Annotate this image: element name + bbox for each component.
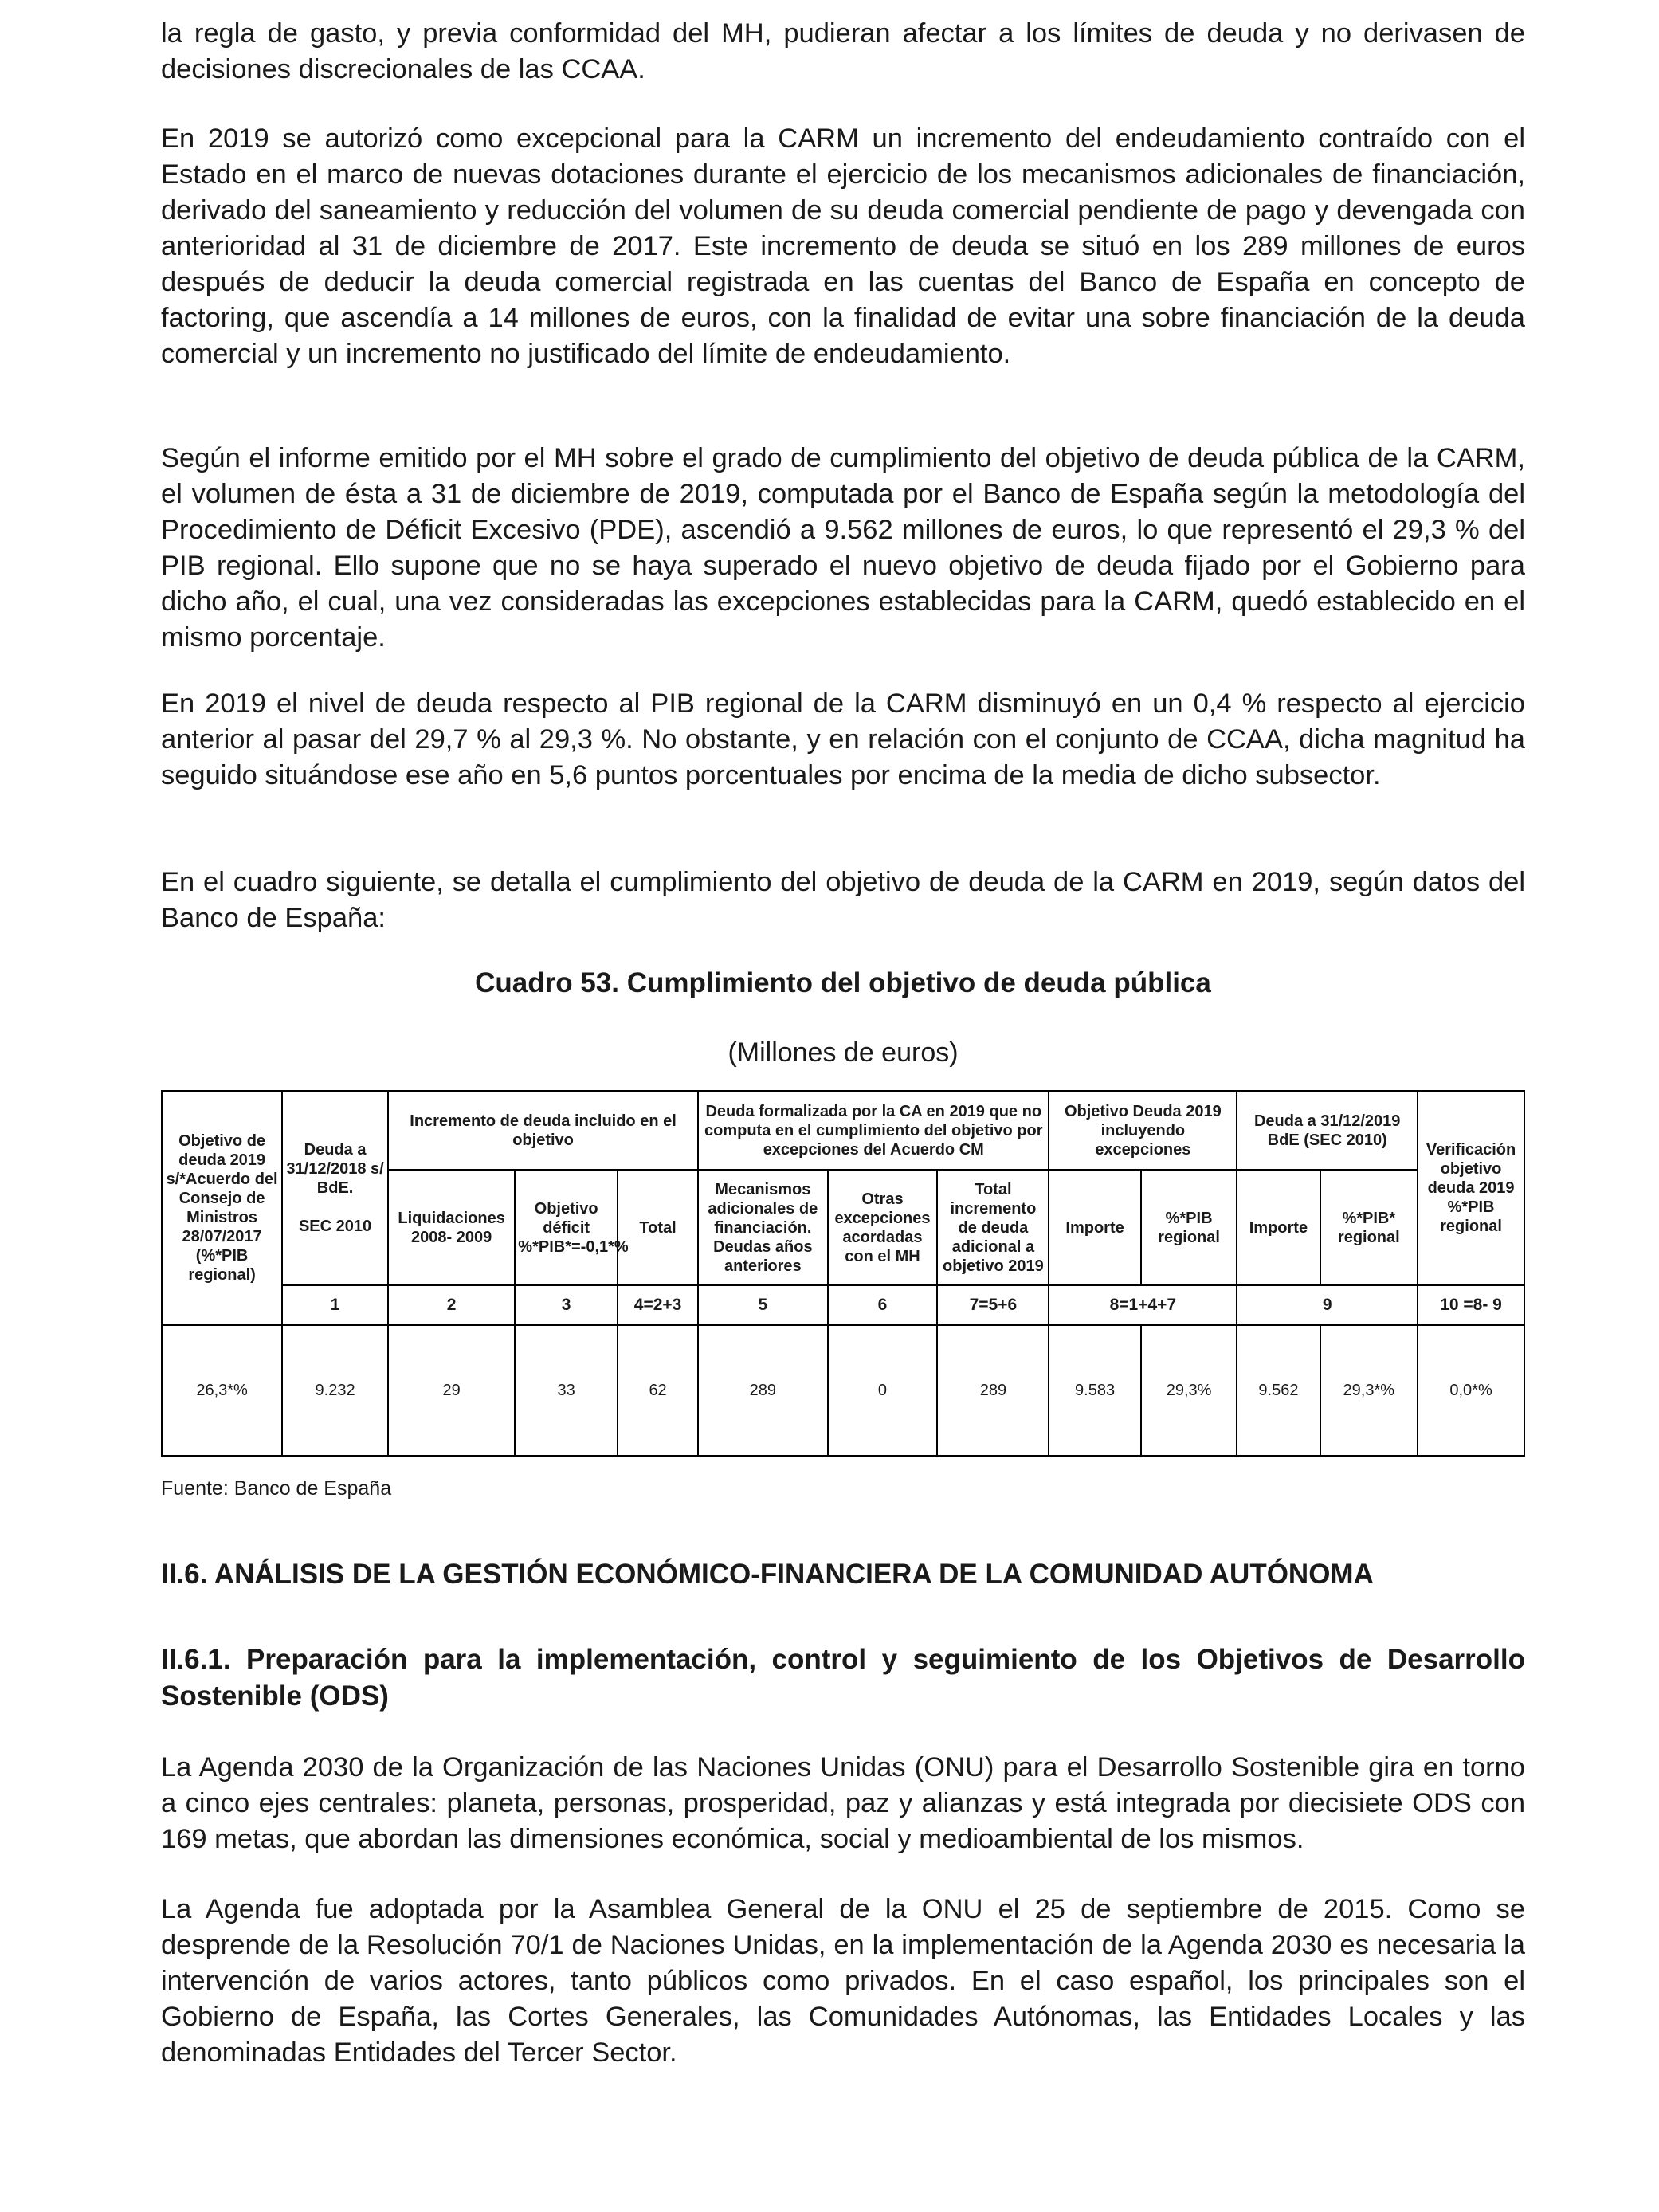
value-cell: 26,3*% <box>162 1325 282 1456</box>
value-cell: 29,3*% <box>1320 1325 1418 1456</box>
value-cell: 9.562 <box>1237 1325 1320 1456</box>
header-importe: Importe <box>1237 1170 1320 1285</box>
index-cell: 1 <box>282 1285 388 1325</box>
index-cell: 6 <box>828 1285 938 1325</box>
header-objetivo-deficit: Objetivo déficit %*PIB*=-0,1*% <box>515 1170 618 1285</box>
table-row <box>162 1325 1524 1456</box>
value-cell: 0,0*% <box>1418 1325 1524 1456</box>
value-cell: 0 <box>828 1325 938 1456</box>
header-liquidaciones: Liquidaciones 2008- 2009 <box>388 1170 515 1285</box>
index-cell: 4=2+3 <box>618 1285 698 1325</box>
value-cell: 9.232 <box>282 1325 388 1456</box>
paragraph: En 2019 se autorizó como excepcional para la CARM un incremento del endeudamiento contraído con el Estado en el marco de nuevas dotaciones durante el ejercicio de los mecanismos adicionales de financiación, derivado del saneamiento y reducción del volumen de su deuda comercial pendiente de pago y devengada con anterioridad al 31 de diciembre de 2017. Este incremento de deuda se situó en los 289 millones de euros después de deducir la deuda comercial registrada en las cuentas del Banco de España en concepto de factoring, que ascendía a 14 millones de euros, con la finalidad de evitar una sobre financiación de la deuda comercial y un incremento no justificado del límite de endeudamiento. <box>161 124 1525 369</box>
paragraph: La Agenda fue adoptada por la Asamblea General de la ONU el 25 de septiembre de 2015. Como se desprende de la Resolución 70/1 de Naciones Unidas, en la implementación de la Agenda 2030 es necesaria la intervención de varios actores, tanto públicos como privados. En el caso español, los principales son el Gobierno de España, las Cortes Generales, las Comunidades Autónomas, las Entidades Locales y las denominadas Entidades del Tercer Sector. <box>161 1894 1525 2068</box>
header-objetivo: Objetivo de deuda 2019 s/*Acuerdo del Consejo de Ministros 28/07/2017 (%*PIB regional) <box>162 1091 282 1325</box>
header-pib: %*PIB regional <box>1141 1170 1237 1285</box>
subsection-heading: II.6.1. Preparación para la implementación, control y seguimiento de los Objetivos de Desarrollo Sostenible (ODS) <box>161 1644 1525 1712</box>
header-deuda-2018-label: Deuda a 31/12/2018 s/ BdE. <box>286 1141 384 1197</box>
header-deuda-2018 <box>282 1091 388 1285</box>
value-cell: 29,3% <box>1141 1325 1237 1456</box>
paragraph: La Agenda 2030 de la Organización de las Naciones Unidas (ONU) para el Desarrollo Sostenible gira en torno a cinco ejes centrales: planeta, personas, prosperidad, paz y alianzas y está integrada por diecisiete ODS con 169 metas, que abordan las dimensiones económica, social y medioambiental de los mismos. <box>161 1752 1525 1854</box>
paragraph: Según el informe emitido por el MH sobre el grado de cumplimiento del objetivo de deuda pública de la CARM, el volumen de ésta a 31 de diciembre de 2019, computada por el Banco de España según la metodología del Procedimiento de Déficit Excesivo (PDE), ascendió a 9.562 millones de euros, lo que representó el 29,3 % del PIB regional. Ello supone que no se haya superado el nuevo objetivo de deuda fijado por el Gobierno para dicho año, el cual, una vez consideradas las excepciones establecidas para la CARM, quedó establecido en el mismo porcentaje. <box>161 443 1525 653</box>
index-cell: 8=1+4+7 <box>1049 1285 1237 1325</box>
paragraph: En 2019 el nivel de deuda respecto al PIB regional de la CARM disminuyó en un 0,4 % respecto al ejercicio anterior al pasar del 29,7 % al 29,3 %. No obstante, y en relación con el conjunto de CCAA, dicha magnitud ha seguido situándose ese año en 5,6 puntos porcentuales por encima de la media de dicho subsector. <box>161 688 1525 790</box>
table-caption: Cuadro 53. Cumplimiento del objetivo de deuda pública <box>475 967 1211 998</box>
debt-table <box>161 1090 1525 1457</box>
paragraph: la regla de gasto, y previa conformidad del MH, pudieran afectar a los límites de deuda y no derivasen de decisiones discrecionales de las CCAA. <box>161 18 1525 84</box>
value-cell: 289 <box>698 1325 827 1456</box>
index-cell: 7=5+6 <box>937 1285 1049 1325</box>
value-cell: 289 <box>937 1325 1049 1456</box>
table-source: Fuente: Banco de España <box>161 1477 392 1500</box>
paragraph: En el cuadro siguiente, se detalla el cumplimiento del objetivo de deuda de la CARM en 2019, según datos del Banco de España: <box>161 867 1525 933</box>
header-formalizada: Deuda formalizada por la CA en 2019 que no computa en el cumplimiento del objetivo por excepciones del Acuerdo CM <box>698 1091 1049 1170</box>
index-cell: 2 <box>388 1285 515 1325</box>
index-cell: 5 <box>698 1285 827 1325</box>
header-pib: %*PIB* regional <box>1320 1170 1418 1285</box>
table-units: (Millones de euros) <box>728 1037 959 1068</box>
header-verificacion: Verificación objetivo deuda 2019 %*PIB regional <box>1418 1091 1524 1285</box>
header-incremento: Incremento de deuda incluido en el objetivo <box>388 1091 698 1170</box>
header-otras-excepciones: Otras excepciones acordadas con el MH <box>828 1170 938 1285</box>
index-cell: 3 <box>515 1285 618 1325</box>
value-cell: 29 <box>388 1325 515 1456</box>
header-importe: Importe <box>1049 1170 1140 1285</box>
header-deuda-2019: Deuda a 31/12/2019 BdE (SEC 2010) <box>1237 1091 1418 1170</box>
index-cell: 10 =8- 9 <box>1418 1285 1524 1325</box>
index-cell: 9 <box>1237 1285 1418 1325</box>
section-heading: II.6. ANÁLISIS DE LA GESTIÓN ECONÓMICO-FINANCIERA DE LA COMUNIDAD AUTÓNOMA <box>161 1559 1374 1590</box>
value-cell: 33 <box>515 1325 618 1456</box>
header-deuda-2018-sec: SEC 2010 <box>298 1218 372 1235</box>
header-mecanismos: Mecanismos adicionales de financiación. Deudas años anteriores <box>698 1170 827 1285</box>
header-objetivo-excepciones: Objetivo Deuda 2019 incluyendo excepciones <box>1049 1091 1237 1170</box>
header-total: Total <box>618 1170 698 1285</box>
header-total-incremento: Total incremento de deuda adicional a objetivo 2019 <box>937 1170 1049 1285</box>
value-cell: 9.583 <box>1049 1325 1140 1456</box>
value-cell: 62 <box>618 1325 698 1456</box>
